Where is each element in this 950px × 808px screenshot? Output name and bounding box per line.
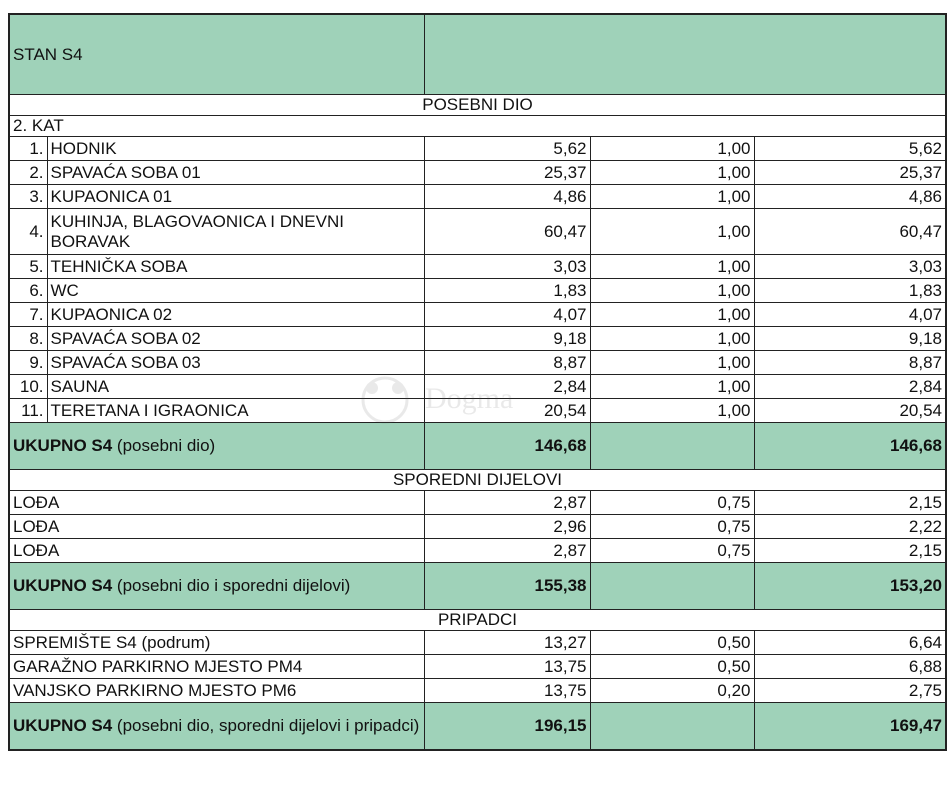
item-coefficient: 0,75 bbox=[590, 491, 754, 515]
item-coefficient: 0,20 bbox=[590, 679, 754, 703]
room-name: SPAVAĆA SOBA 02 bbox=[47, 327, 424, 351]
item-total: 2,22 bbox=[754, 515, 946, 539]
apartment-title: STAN S4 bbox=[9, 14, 424, 95]
section-row bbox=[9, 470, 946, 491]
room-number: 6. bbox=[9, 279, 47, 303]
room-total: 4,86 bbox=[754, 185, 946, 209]
room-row bbox=[9, 255, 946, 279]
appurtenance-row bbox=[9, 679, 946, 703]
total-label bbox=[9, 423, 424, 470]
room-name: SPAVAĆA SOBA 01 bbox=[47, 161, 424, 185]
room-row bbox=[9, 327, 946, 351]
room-total: 20,54 bbox=[754, 399, 946, 423]
room-area: 2,84 bbox=[424, 375, 590, 399]
total-row-sporedni bbox=[9, 563, 946, 610]
total-label-rest: (posebni dio i sporedni dijelovi) bbox=[116, 576, 351, 595]
room-number: 5. bbox=[9, 255, 47, 279]
room-area: 5,62 bbox=[424, 137, 590, 161]
appurtenance-row bbox=[9, 655, 946, 679]
header-blank bbox=[424, 14, 946, 95]
room-row bbox=[9, 375, 946, 399]
room-name: TEHNIČKA SOBA bbox=[47, 255, 424, 279]
room-row bbox=[9, 185, 946, 209]
section-row bbox=[9, 95, 946, 116]
room-row bbox=[9, 351, 946, 375]
total-area: 196,15 bbox=[424, 703, 590, 751]
side-row bbox=[9, 515, 946, 539]
total-label-bold: UKUPNO S4 bbox=[13, 576, 113, 595]
header-row bbox=[9, 14, 946, 95]
item-total: 6,88 bbox=[754, 655, 946, 679]
room-number: 11. bbox=[9, 399, 47, 423]
room-total: 4,07 bbox=[754, 303, 946, 327]
item-area: 2,87 bbox=[424, 491, 590, 515]
room-name: KUHINJA, BLAGOVAONICA I DNEVNI BORAVAK bbox=[47, 209, 424, 255]
room-coefficient: 1,00 bbox=[590, 327, 754, 351]
room-number: 9. bbox=[9, 351, 47, 375]
item-total: 2,75 bbox=[754, 679, 946, 703]
total-label-rest: (posebni dio, sporedni dijelovi i pripadci) bbox=[116, 716, 420, 735]
room-coefficient: 1,00 bbox=[590, 161, 754, 185]
room-coefficient: 1,00 bbox=[590, 209, 754, 255]
room-area: 3,03 bbox=[424, 255, 590, 279]
room-total: 25,37 bbox=[754, 161, 946, 185]
room-total: 3,03 bbox=[754, 255, 946, 279]
total-value: 153,20 bbox=[754, 563, 946, 610]
total-blank bbox=[590, 703, 754, 751]
room-area: 4,86 bbox=[424, 185, 590, 209]
room-coefficient: 1,00 bbox=[590, 375, 754, 399]
room-row bbox=[9, 161, 946, 185]
svg-text:Dogma: Dogma bbox=[425, 382, 514, 415]
total-row-posebni bbox=[9, 423, 946, 470]
item-area: 13,75 bbox=[424, 655, 590, 679]
room-name: HODNIK bbox=[47, 137, 424, 161]
room-area: 9,18 bbox=[424, 327, 590, 351]
room-total: 60,47 bbox=[754, 209, 946, 255]
item-name: SPREMIŠTE S4 (podrum) bbox=[9, 631, 424, 655]
room-name: TERETANA I IGRAONICA bbox=[47, 399, 424, 423]
room-number: 4. bbox=[9, 209, 47, 255]
item-area: 13,75 bbox=[424, 679, 590, 703]
room-coefficient: 1,00 bbox=[590, 399, 754, 423]
room-coefficient: 1,00 bbox=[590, 351, 754, 375]
room-number: 1. bbox=[9, 137, 47, 161]
total-label-bold: UKUPNO S4 bbox=[13, 716, 113, 735]
item-name: VANJSKO PARKIRNO MJESTO PM6 bbox=[9, 679, 424, 703]
room-number: 3. bbox=[9, 185, 47, 209]
item-coefficient: 0,75 bbox=[590, 539, 754, 563]
item-name: LOĐA bbox=[9, 491, 424, 515]
room-row bbox=[9, 137, 946, 161]
room-name: KUPAONICA 01 bbox=[47, 185, 424, 209]
room-coefficient: 1,00 bbox=[590, 303, 754, 327]
item-total: 6,64 bbox=[754, 631, 946, 655]
item-name: LOĐA bbox=[9, 515, 424, 539]
room-row bbox=[9, 399, 946, 423]
area-table bbox=[8, 13, 947, 751]
item-total: 2,15 bbox=[754, 539, 946, 563]
room-area: 25,37 bbox=[424, 161, 590, 185]
room-name: SAUNA bbox=[47, 375, 424, 399]
total-label-rest: (posebni dio) bbox=[116, 436, 216, 455]
section-row bbox=[9, 610, 946, 631]
room-number: 8. bbox=[9, 327, 47, 351]
room-row bbox=[9, 303, 946, 327]
room-coefficient: 1,00 bbox=[590, 255, 754, 279]
room-total: 5,62 bbox=[754, 137, 946, 161]
total-label bbox=[9, 703, 424, 751]
room-number: 2. bbox=[9, 161, 47, 185]
room-total: 2,84 bbox=[754, 375, 946, 399]
item-total: 2,15 bbox=[754, 491, 946, 515]
room-coefficient: 1,00 bbox=[590, 137, 754, 161]
item-coefficient: 0,75 bbox=[590, 515, 754, 539]
total-blank bbox=[590, 563, 754, 610]
room-total: 1,83 bbox=[754, 279, 946, 303]
total-value: 146,68 bbox=[754, 423, 946, 470]
item-area: 2,96 bbox=[424, 515, 590, 539]
section-title-sporedni: SPOREDNI DIJELOVI bbox=[9, 470, 946, 491]
room-number: 7. bbox=[9, 303, 47, 327]
room-total: 9,18 bbox=[754, 327, 946, 351]
item-area: 2,87 bbox=[424, 539, 590, 563]
appurtenance-row bbox=[9, 631, 946, 655]
room-total: 8,87 bbox=[754, 351, 946, 375]
side-row bbox=[9, 539, 946, 563]
room-area: 1,83 bbox=[424, 279, 590, 303]
side-row bbox=[9, 491, 946, 515]
total-value: 169,47 bbox=[754, 703, 946, 751]
total-label bbox=[9, 563, 424, 610]
room-row bbox=[9, 279, 946, 303]
floor-row bbox=[9, 116, 946, 137]
item-coefficient: 0,50 bbox=[590, 655, 754, 679]
room-row bbox=[9, 209, 946, 255]
item-coefficient: 0,50 bbox=[590, 631, 754, 655]
room-area: 8,87 bbox=[424, 351, 590, 375]
section-title-posebni: POSEBNI DIO bbox=[9, 95, 946, 116]
total-label-bold: UKUPNO S4 bbox=[13, 436, 113, 455]
room-name: SPAVAĆA SOBA 03 bbox=[47, 351, 424, 375]
room-number: 10. bbox=[9, 375, 47, 399]
room-area: 20,54 bbox=[424, 399, 590, 423]
total-blank bbox=[590, 423, 754, 470]
room-area: 60,47 bbox=[424, 209, 590, 255]
section-title-pripadci: PRIPADCI bbox=[9, 610, 946, 631]
item-name: LOĐA bbox=[9, 539, 424, 563]
total-area: 155,38 bbox=[424, 563, 590, 610]
floor-label: 2. KAT bbox=[9, 116, 946, 137]
total-area: 146,68 bbox=[424, 423, 590, 470]
room-area: 4,07 bbox=[424, 303, 590, 327]
room-name: WC bbox=[47, 279, 424, 303]
total-row-pripadci bbox=[9, 703, 946, 751]
item-area: 13,27 bbox=[424, 631, 590, 655]
room-coefficient: 1,00 bbox=[590, 185, 754, 209]
item-name: GARAŽNO PARKIRNO MJESTO PM4 bbox=[9, 655, 424, 679]
room-coefficient: 1,00 bbox=[590, 279, 754, 303]
room-name: KUPAONICA 02 bbox=[47, 303, 424, 327]
